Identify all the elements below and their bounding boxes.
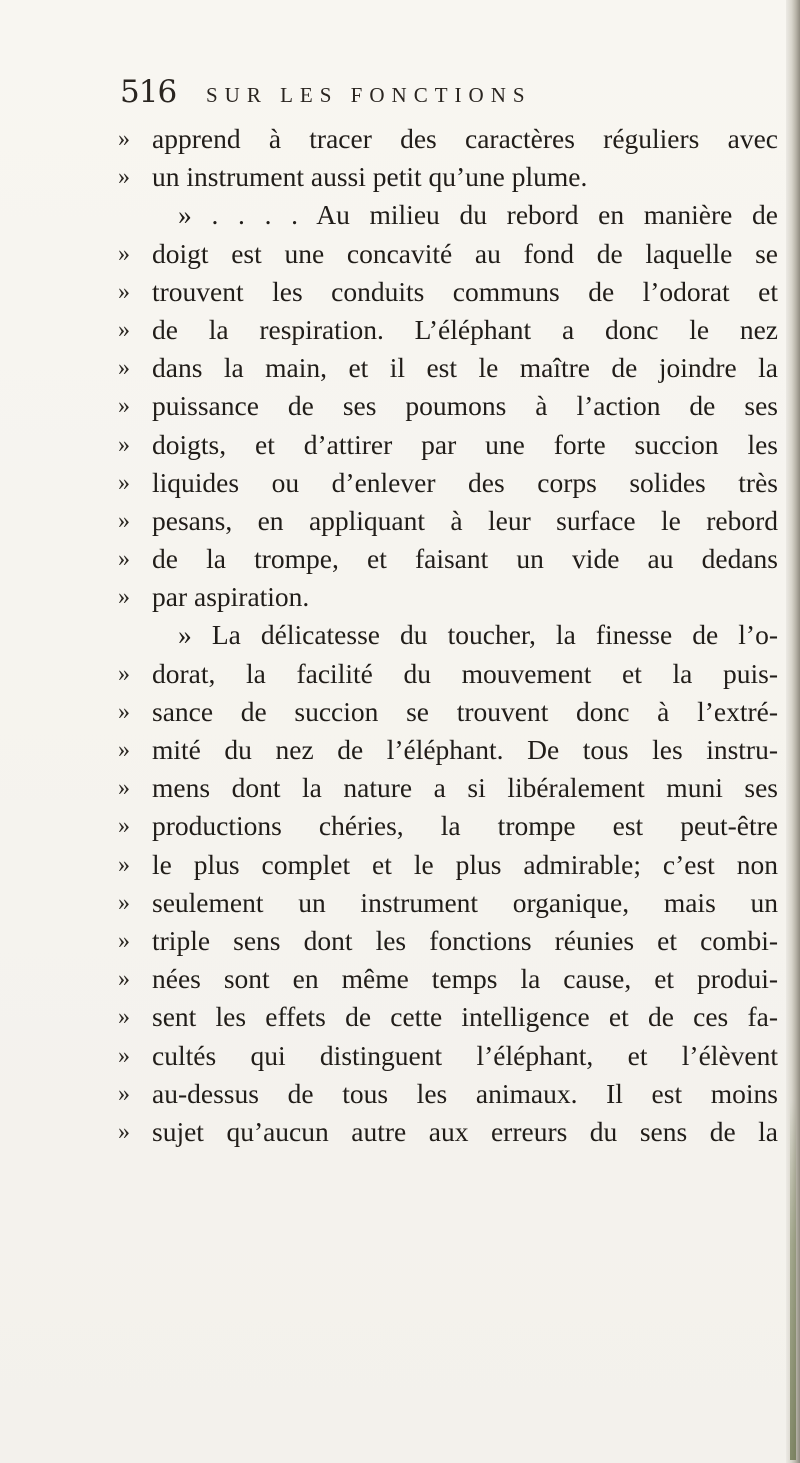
line-text: doigts, et d’attirer par une forte succion les — [152, 428, 778, 460]
text-line — [118, 502, 780, 540]
quote-mark: » — [118, 316, 130, 343]
quote-mark: » — [118, 431, 130, 458]
text-line — [118, 426, 780, 464]
quote-mark: » — [118, 1042, 130, 1069]
quote-mark: » — [118, 889, 130, 916]
quote-mark: » — [118, 1080, 130, 1107]
text-line — [118, 464, 780, 502]
line-text: cultés qui distinguent l’éléphant, et l’élèvent — [152, 1039, 778, 1071]
text-line — [118, 578, 780, 616]
quote-mark: » — [118, 546, 130, 573]
line-text: de la trompe, et faisant un vide au dedans — [152, 543, 778, 575]
text-line — [118, 387, 780, 425]
line-text: productions chéries, la trompe est peut-être — [152, 810, 778, 842]
text-line — [118, 655, 780, 693]
line-text: triple sens dont les fonctions réunies et combi- — [152, 924, 778, 956]
line-text: trouvent les conduits communs de l’odorat et — [152, 275, 778, 307]
quote-mark: » — [118, 393, 130, 420]
text-line — [118, 616, 780, 654]
quote-mark: » — [118, 355, 130, 382]
line-text: mens dont la nature a si libéralement muni ses — [152, 772, 778, 804]
line-text: » La délicatesse du toucher, la finesse de l’o- — [178, 619, 778, 651]
text-line — [118, 1037, 780, 1075]
line-text: apprend à tracer des caractères réguliers avec — [152, 123, 778, 154]
quote-mark: » — [118, 966, 130, 993]
text-line — [118, 846, 780, 884]
line-text: sent les effets de cette intelligence et de ces fa- — [152, 1001, 778, 1033]
text-line — [118, 273, 780, 311]
line-text: mité du nez de l’éléphant. De tous les instru- — [152, 734, 778, 765]
quote-mark: » — [118, 469, 130, 496]
quote-mark: » — [118, 1004, 130, 1031]
line-text: seulement un instrument organique, mais un — [152, 886, 778, 918]
text-line — [118, 120, 780, 158]
quote-mark: » — [118, 660, 130, 687]
quote-mark: » — [118, 851, 130, 878]
text-line — [118, 884, 780, 922]
quote-mark: » — [118, 584, 130, 611]
body-text — [118, 120, 780, 1151]
running-head: SUR LES FONCTIONS — [206, 83, 532, 107]
line-text: le plus complet et le plus admirable; c’est non — [152, 848, 778, 880]
text-line — [118, 311, 780, 349]
line-text: au-dessus de tous les animaux. Il est moins — [152, 1077, 778, 1109]
quote-mark: » — [118, 775, 130, 802]
quote-mark: » — [118, 698, 130, 725]
text-line — [118, 693, 780, 731]
text-line — [118, 158, 780, 196]
line-text: dans la main, et il est le maître de joindre la — [152, 352, 778, 384]
line-text: » . . . . Au milieu du rebord en manière de — [178, 199, 778, 231]
text-line — [118, 349, 780, 387]
quote-mark: » — [118, 278, 130, 305]
line-text: de la respiration. L’éléphant a donc le nez — [152, 313, 778, 345]
text-line — [118, 1113, 780, 1151]
page-number: 516 — [120, 74, 177, 110]
text-line — [118, 922, 780, 960]
quote-mark: » — [118, 737, 130, 763]
line-text: par aspiration. — [152, 581, 310, 613]
text-line — [118, 235, 780, 273]
quote-mark: » — [118, 126, 130, 152]
line-text: liquides ou d’enlever des corps solides très — [152, 466, 778, 498]
quote-mark: » — [118, 927, 130, 954]
text-line — [118, 1075, 780, 1113]
line-text: pesans, en appliquant à leur surface le rebord — [152, 504, 778, 536]
page-edge-shadow — [786, 0, 800, 1463]
text-line — [118, 540, 780, 578]
line-text: un instrument aussi petit qu’une plume. — [152, 161, 588, 193]
text-line — [118, 998, 780, 1036]
quote-mark: » — [118, 240, 130, 267]
text-line — [118, 769, 780, 807]
line-text: puissance de ses poumons à l’action de ses — [152, 390, 778, 422]
quote-mark: » — [118, 507, 130, 534]
line-text: nées sont en même temps la cause, et produi- — [152, 963, 778, 995]
text-line — [118, 196, 780, 234]
page-header — [120, 74, 620, 114]
line-text: dorat, la facilité du mouvement et la puis- — [152, 657, 778, 689]
line-text: sance de succion se trouvent donc à l’extré- — [152, 695, 778, 727]
quote-mark: » — [118, 164, 130, 191]
text-line — [118, 807, 780, 845]
quote-mark: » — [118, 1118, 130, 1145]
line-text: doigt est une concavité au fond de laquelle se — [152, 237, 778, 269]
text-line — [118, 960, 780, 998]
quote-mark: » — [118, 813, 130, 840]
text-line — [118, 731, 780, 769]
line-text: sujet qu’aucun autre aux erreurs du sens de la — [152, 1115, 778, 1147]
